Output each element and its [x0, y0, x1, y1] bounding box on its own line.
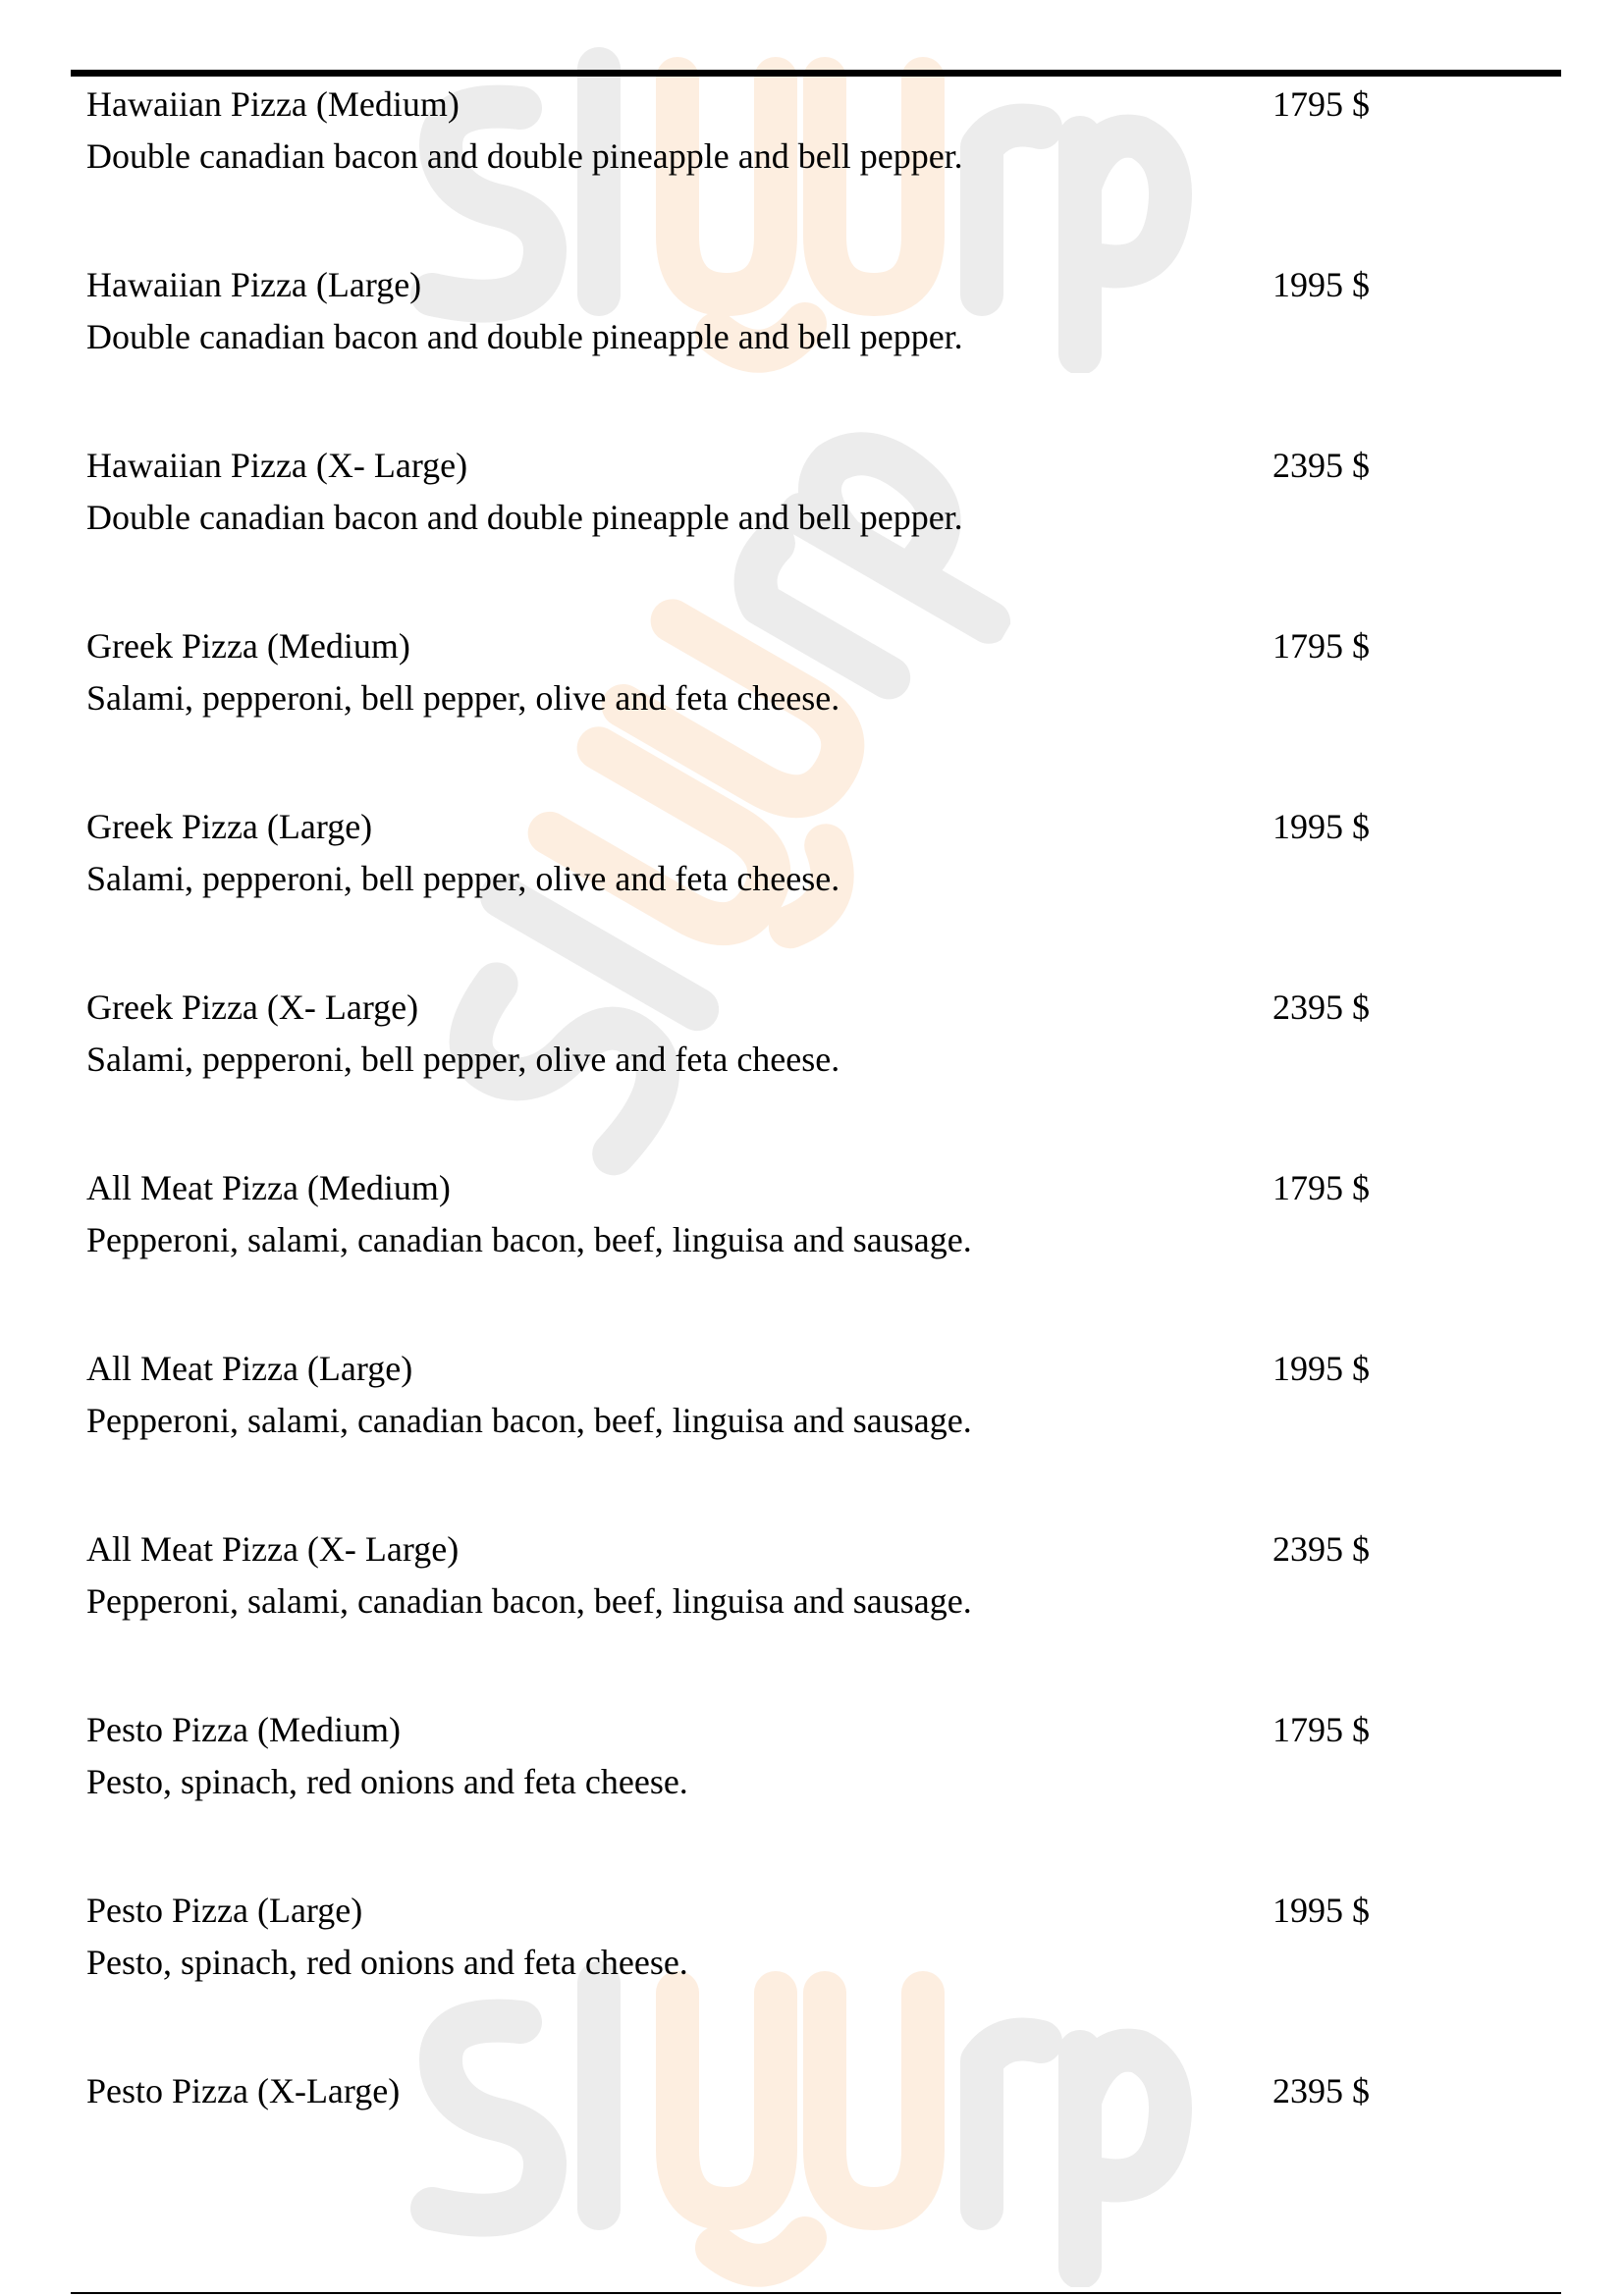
item-price: 1995 $: [1272, 1349, 1370, 1388]
watermark-logo: [373, 329, 1089, 1229]
item-description: Pesto, spinach, red onions and feta cheese.: [86, 1943, 688, 1982]
item-price: 1795 $: [1272, 84, 1370, 124]
top-rule: [71, 70, 1561, 77]
item-description: Double canadian bacon and double pineapple and bell pepper.: [86, 136, 963, 176]
item-name: Pesto Pizza (Large): [86, 1891, 363, 1930]
item-name: Hawaiian Pizza (Large): [86, 265, 422, 304]
item-description: Salami, pepperoni, bell pepper, olive and feta cheese.: [86, 859, 840, 898]
item-name: Hawaiian Pizza (Medium): [86, 84, 460, 124]
item-description: Pepperoni, salami, canadian bacon, beef, linguisa and sausage.: [86, 1581, 972, 1621]
item-description: Pesto, spinach, red onions and feta cheese.: [86, 1762, 688, 1801]
item-name: All Meat Pizza (X- Large): [86, 1529, 460, 1569]
item-price: 1795 $: [1272, 1710, 1370, 1749]
item-name: All Meat Pizza (Medium): [86, 1168, 451, 1207]
item-description: Pepperoni, salami, canadian bacon, beef, linguisa and sausage.: [86, 1220, 972, 1259]
item-price: 2395 $: [1272, 2071, 1370, 2110]
item-name: Greek Pizza (Large): [86, 807, 373, 846]
item-description: Double canadian bacon and double pineapple and bell pepper.: [86, 317, 963, 356]
item-name: Greek Pizza (Medium): [86, 626, 410, 666]
item-name: Pesto Pizza (Medium): [86, 1710, 401, 1749]
item-price: 2395 $: [1272, 1529, 1370, 1569]
item-description: Double canadian bacon and double pineapple and bell pepper.: [86, 498, 963, 537]
item-name: Greek Pizza (X- Large): [86, 988, 419, 1027]
item-price: 2395 $: [1272, 988, 1370, 1027]
item-name: Hawaiian Pizza (X- Large): [86, 446, 468, 485]
item-price: 2395 $: [1272, 446, 1370, 485]
item-price: 1795 $: [1272, 626, 1370, 666]
item-price: 1995 $: [1272, 807, 1370, 846]
item-price: 1995 $: [1272, 265, 1370, 304]
item-price: 1795 $: [1272, 1168, 1370, 1207]
item-name: Pesto Pizza (X-Large): [86, 2071, 401, 2110]
item-name: All Meat Pizza (Large): [86, 1349, 413, 1388]
bottom-rule: [71, 2292, 1561, 2294]
item-price: 1995 $: [1272, 1891, 1370, 1930]
item-description: Salami, pepperoni, bell pepper, olive and feta cheese.: [86, 1040, 840, 1079]
item-description: Pepperoni, salami, canadian bacon, beef, linguisa and sausage.: [86, 1401, 972, 1440]
watermark-logo: [393, 1953, 1237, 2292]
item-description: Salami, pepperoni, bell pepper, olive and feta cheese.: [86, 678, 840, 718]
